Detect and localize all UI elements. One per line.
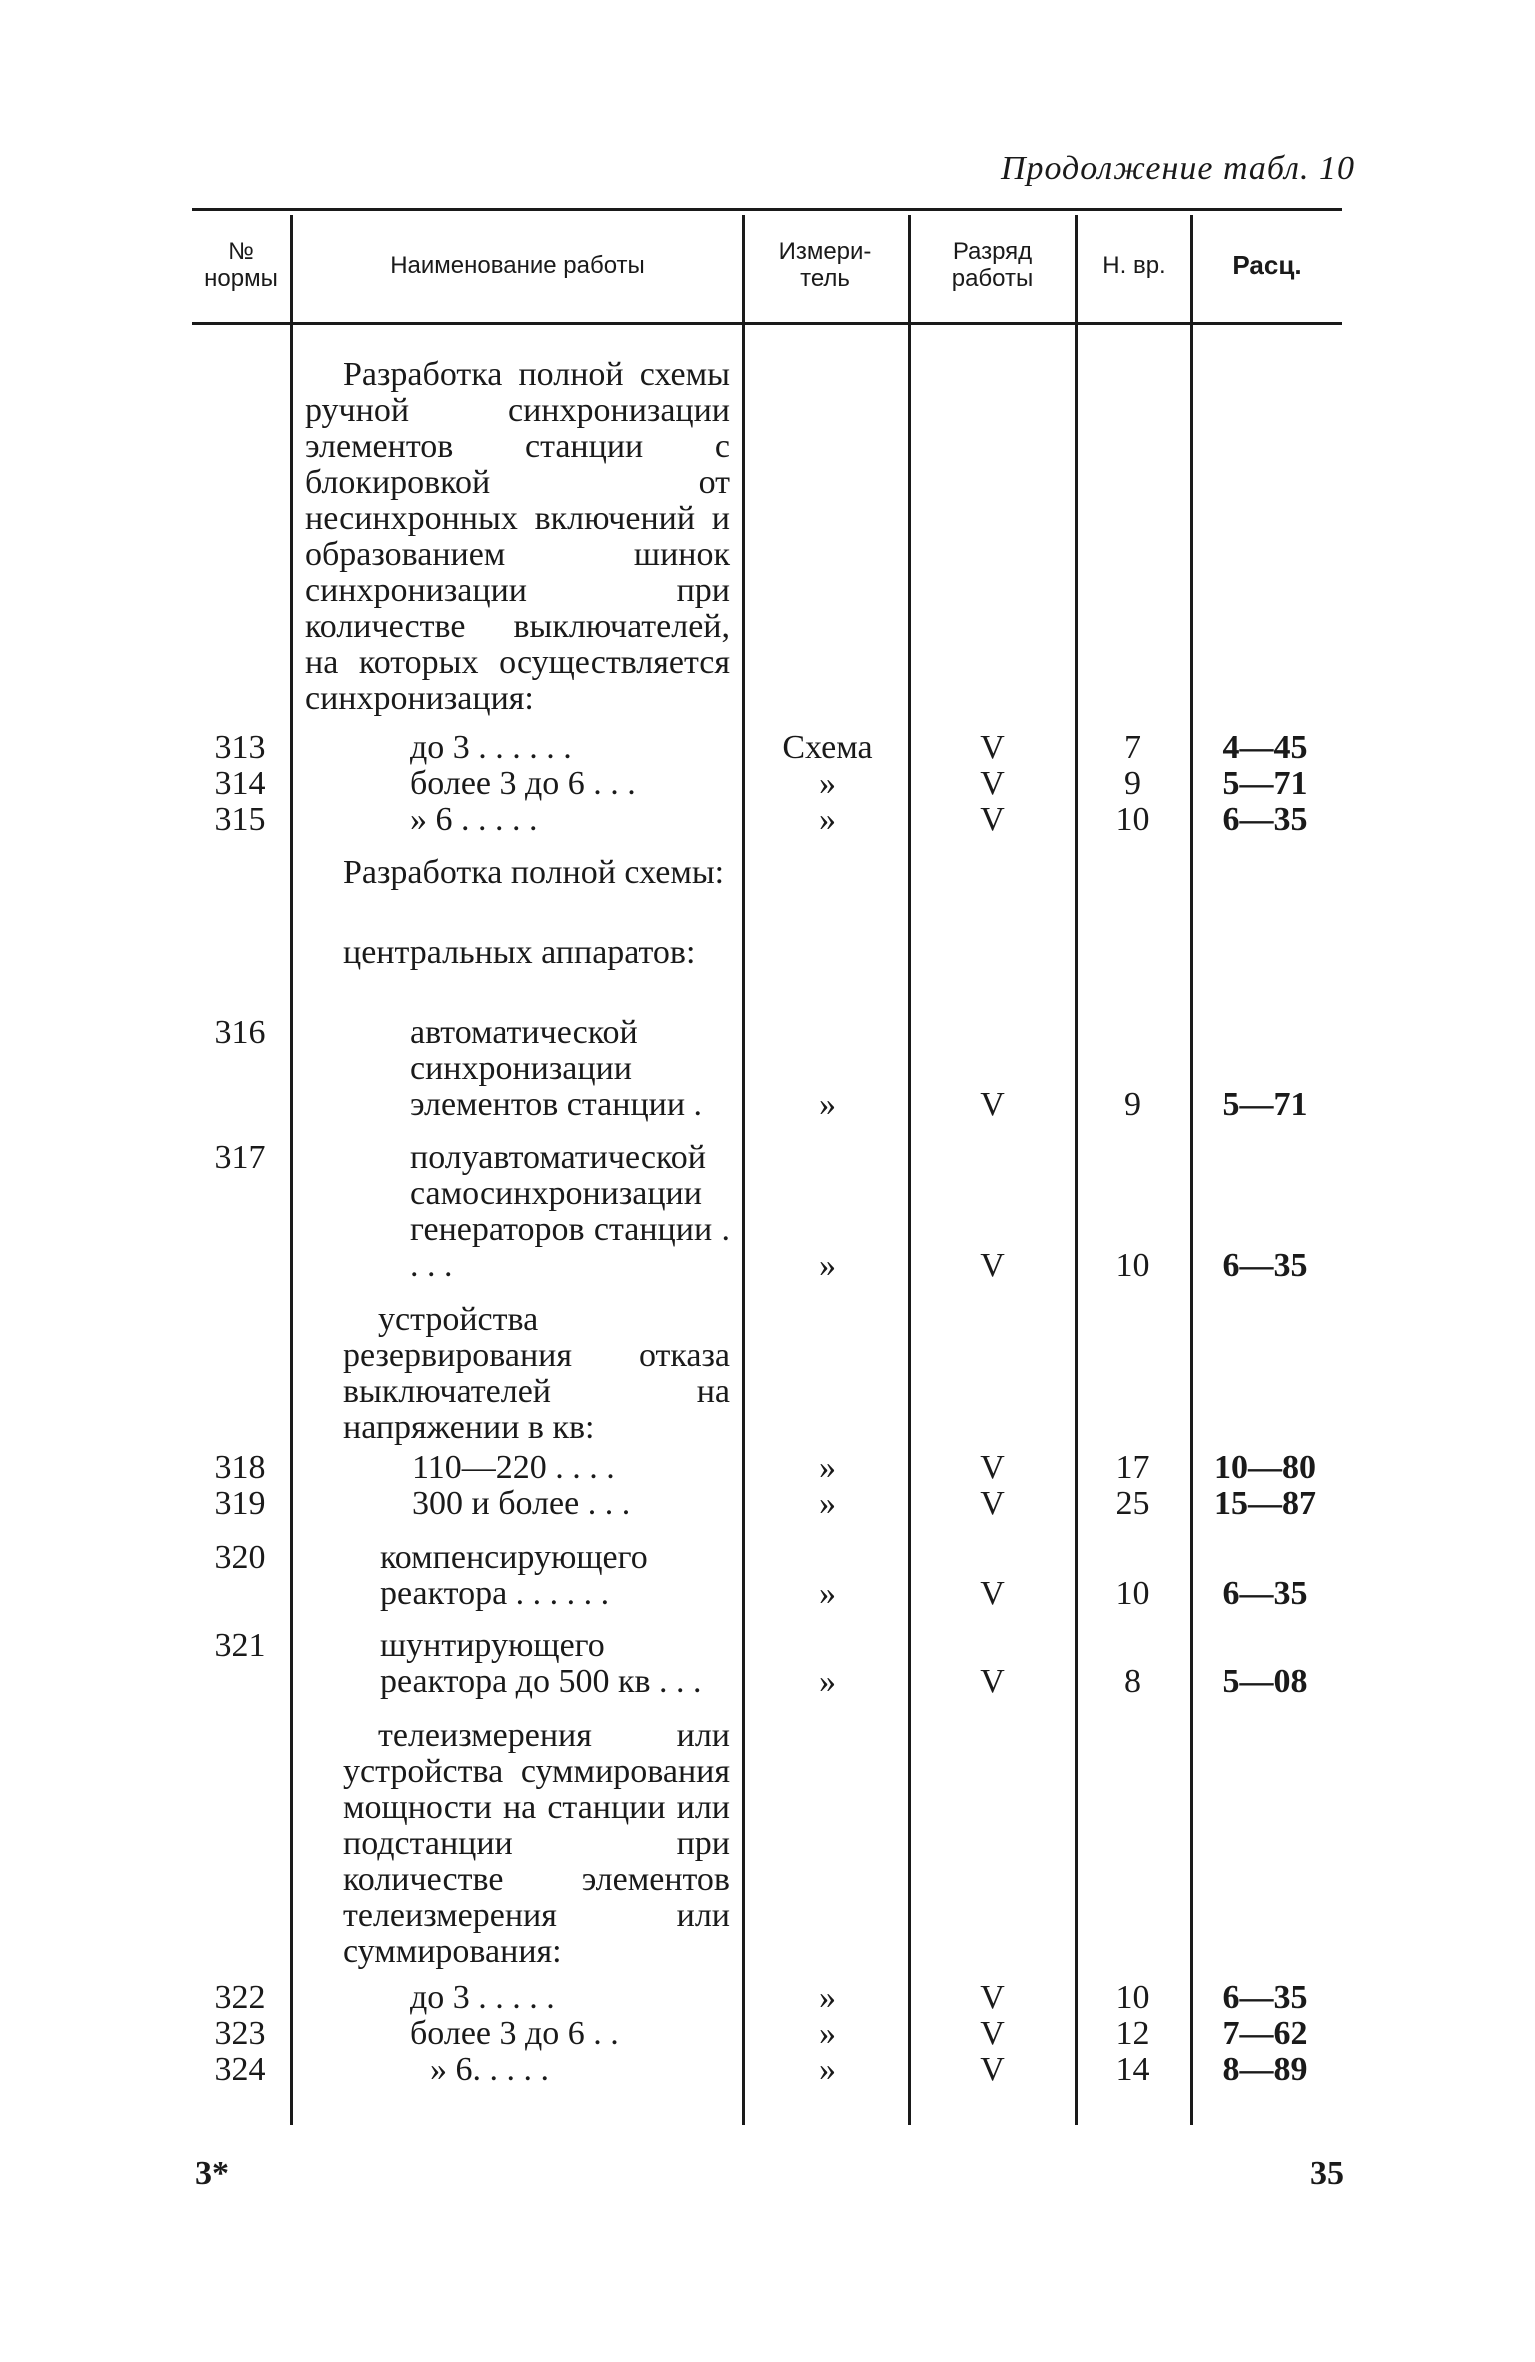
table-top-rule [192, 208, 1342, 211]
work-name: автоматической синхронизации элементов станции . [410, 1014, 703, 1123]
rate-cell: 15—87 [1214, 1485, 1316, 1522]
rate-cell: 7—62 [1222, 2015, 1308, 2052]
rate-cell: 6—35 [1222, 801, 1308, 838]
work-name: компенсирующего реактора . . . . . . [380, 1539, 648, 1612]
work-name: шунтирующего реактора до 500 кв . . . [380, 1627, 702, 1700]
unit-cell: » [819, 1575, 836, 1612]
table-header-rule [192, 322, 1342, 325]
hours-cell: 8 [1124, 1663, 1141, 1700]
grade-cell: V [980, 1575, 1005, 1612]
hours-cell: 9 [1124, 765, 1141, 802]
work-name: до 3 . . . . . . [410, 729, 572, 766]
hours-cell: 14 [1115, 2051, 1150, 2088]
norm-number: 313 [214, 729, 266, 766]
unit-cell: » [819, 1979, 836, 2016]
norm-number: 315 [214, 801, 266, 838]
rate-cell: 6—35 [1222, 1247, 1308, 1284]
norm-number: 322 [214, 1979, 266, 2016]
group-heading: телеизмерения или устройства суммирования мощности на станции или подстанции при количестве элементов телеизмерения или суммирования: [343, 1717, 730, 1970]
rate-cell: 6—35 [1222, 1979, 1308, 2016]
rate-cell: 4—45 [1222, 729, 1308, 766]
grade-cell: V [980, 1485, 1005, 1522]
norm-number: 324 [214, 2051, 266, 2088]
norm-number: 316 [214, 1014, 266, 1051]
work-name: 110—220 . . . . [412, 1449, 615, 1486]
column-divider [1190, 215, 1193, 2125]
grade-cell: V [980, 1979, 1005, 2016]
rate-cell: 6—35 [1222, 1575, 1308, 1612]
work-name: до 3 . . . . . [410, 1979, 555, 2016]
rate-cell: 10—80 [1214, 1449, 1316, 1486]
hours-cell: 10 [1115, 1247, 1150, 1284]
work-name: » 6. . . . . [430, 2051, 549, 2088]
grade-cell: V [980, 1086, 1005, 1123]
column-header-work-name: Наименование работы [390, 251, 645, 279]
unit-cell: » [819, 2051, 836, 2088]
intro-paragraph: Разработка полной схемы ручной синхронизации элементов станции с блокировкой от несинхронных включений и образованием шинок синхронизации при количестве выключателей, на которых осуществляется синхронизация: [305, 356, 730, 717]
page-number: 35 [1310, 2155, 1344, 2192]
norm-number: 317 [214, 1139, 266, 1176]
norm-number: 319 [214, 1485, 266, 1522]
group-heading: устройства резервирования отказа выключателей на напряжении в кв: [343, 1301, 730, 1446]
unit-cell: » [819, 1247, 836, 1284]
column-header-norm-no: № нормы [204, 238, 278, 292]
hours-cell: 17 [1115, 1449, 1150, 1486]
work-name: 300 и более . . . [412, 1485, 631, 1522]
hours-cell: 10 [1115, 1979, 1150, 2016]
column-header-rate: Расц. [1232, 249, 1302, 280]
grade-cell: V [980, 765, 1005, 802]
hours-cell: 7 [1124, 729, 1141, 766]
grade-cell: V [980, 729, 1005, 766]
table-continuation-caption: Продолжение табл. 10 [1000, 150, 1355, 187]
grade-cell: V [980, 2015, 1005, 2052]
norm-number: 323 [214, 2015, 266, 2052]
hours-cell: 25 [1115, 1485, 1150, 1522]
unit-cell: » [819, 1485, 836, 1522]
unit-cell: » [819, 2015, 836, 2052]
hours-cell: 10 [1115, 801, 1150, 838]
column-divider [908, 215, 911, 2125]
sheet-signature: 3* [195, 2155, 229, 2192]
norm-number: 318 [214, 1449, 266, 1486]
rate-cell: 5—71 [1222, 1086, 1308, 1123]
rate-cell: 5—08 [1222, 1663, 1308, 1700]
column-header-unit: Измери-тель [778, 238, 872, 292]
grade-cell: V [980, 2051, 1005, 2088]
unit-cell: » [819, 1086, 836, 1123]
hours-cell: 9 [1124, 1086, 1141, 1123]
norm-number: 314 [214, 765, 266, 802]
work-name: более 3 до 6 . . [410, 2015, 619, 2052]
hours-cell: 10 [1115, 1575, 1150, 1612]
unit-cell: » [819, 765, 836, 802]
column-divider [290, 215, 293, 2125]
grade-cell: V [980, 801, 1005, 838]
column-header-hours: Н. вр. [1102, 251, 1166, 279]
rate-cell: 8—89 [1222, 2051, 1308, 2088]
group-heading: Разработка полной схемы: [343, 854, 725, 891]
group-subheading: центральных аппаратов: [343, 934, 696, 971]
column-divider [742, 215, 745, 2125]
grade-cell: V [980, 1663, 1005, 1700]
rate-cell: 5—71 [1222, 765, 1308, 802]
norm-number: 320 [214, 1539, 266, 1576]
grade-cell: V [980, 1247, 1005, 1284]
unit-cell: » [819, 801, 836, 838]
work-name: более 3 до 6 . . . [410, 765, 636, 802]
norm-number: 321 [214, 1627, 266, 1664]
unit-cell: Схема [782, 729, 873, 766]
column-header-grade: Разряд работы [951, 238, 1034, 292]
unit-cell: » [819, 1449, 836, 1486]
work-name: полуавтоматической самосинхронизации генераторов станции . . . . [410, 1139, 730, 1284]
grade-cell: V [980, 1449, 1005, 1486]
column-divider [1075, 215, 1078, 2125]
work-name: » 6 . . . . . [410, 801, 538, 838]
hours-cell: 12 [1115, 2015, 1150, 2052]
unit-cell: » [819, 1663, 836, 1700]
